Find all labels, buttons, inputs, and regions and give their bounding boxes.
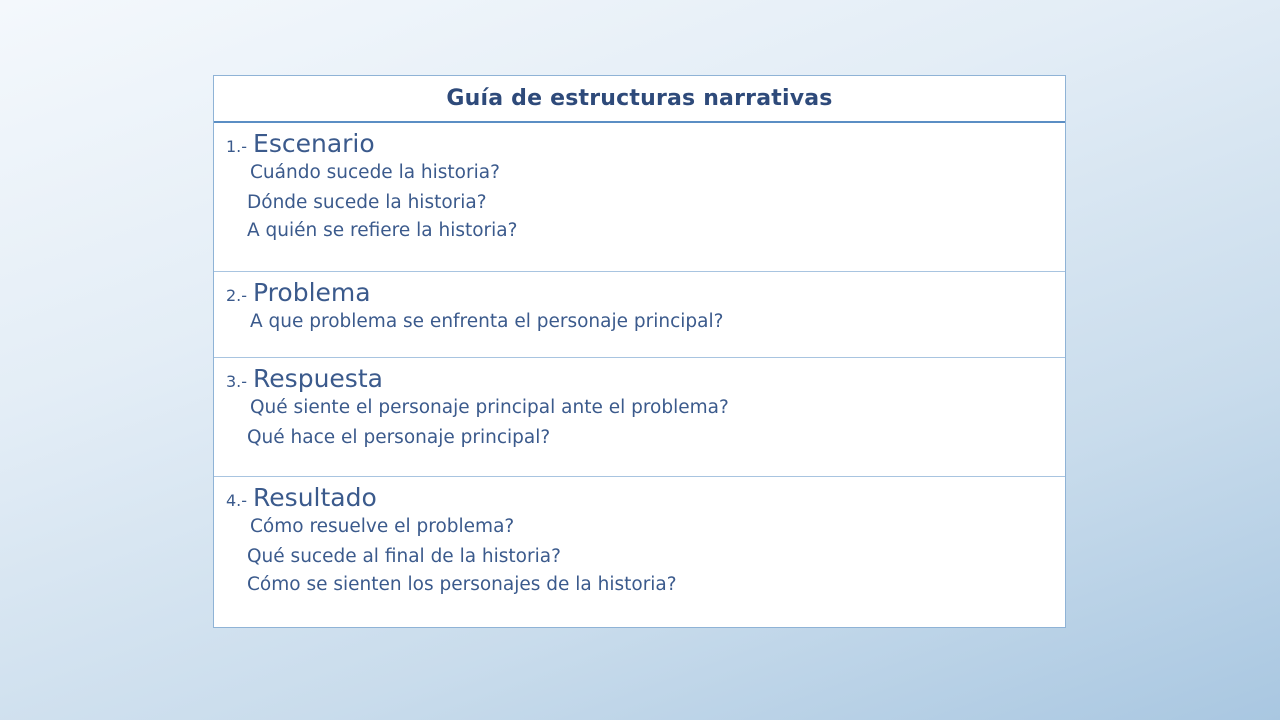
section-title: Respuesta [253, 364, 383, 393]
section-title: Escenario [253, 129, 375, 158]
section-respuesta [214, 358, 1065, 477]
section-title: Resultado [253, 483, 377, 512]
section-problema [214, 272, 1065, 358]
section-number: 1.- [226, 137, 248, 156]
question-item: Dónde sucede la historia? [247, 192, 487, 213]
section-resultado [214, 477, 1065, 627]
section-heading [226, 358, 1065, 392]
question-item: Qué siente el personaje principal ante el problema? [250, 397, 729, 418]
question-item: Cómo se sienten los personajes de la historia? [247, 574, 677, 595]
question-item: A que problema se enfrenta el personaje principal? [250, 311, 724, 332]
question-item: Cómo resuelve el problema? [250, 516, 515, 537]
section-number: 4.- [226, 491, 248, 510]
section-escenario [214, 123, 1065, 272]
section-heading [226, 272, 1065, 306]
section-number: 3.- [226, 372, 248, 391]
narrative-structure-table [213, 75, 1066, 628]
section-title: Problema [253, 278, 371, 307]
table-title: Guía de estructuras narrativas [446, 86, 833, 111]
section-number: 2.- [226, 286, 248, 305]
question-item: Qué sucede al final de la historia? [247, 546, 561, 567]
table-header [214, 76, 1065, 123]
section-heading [226, 477, 1065, 511]
section-heading [226, 123, 1065, 157]
question-item: Cuándo sucede la historia? [250, 162, 500, 183]
question-item: Qué hace el personaje principal? [247, 427, 551, 448]
question-item: A quién se refiere la historia? [247, 220, 518, 241]
